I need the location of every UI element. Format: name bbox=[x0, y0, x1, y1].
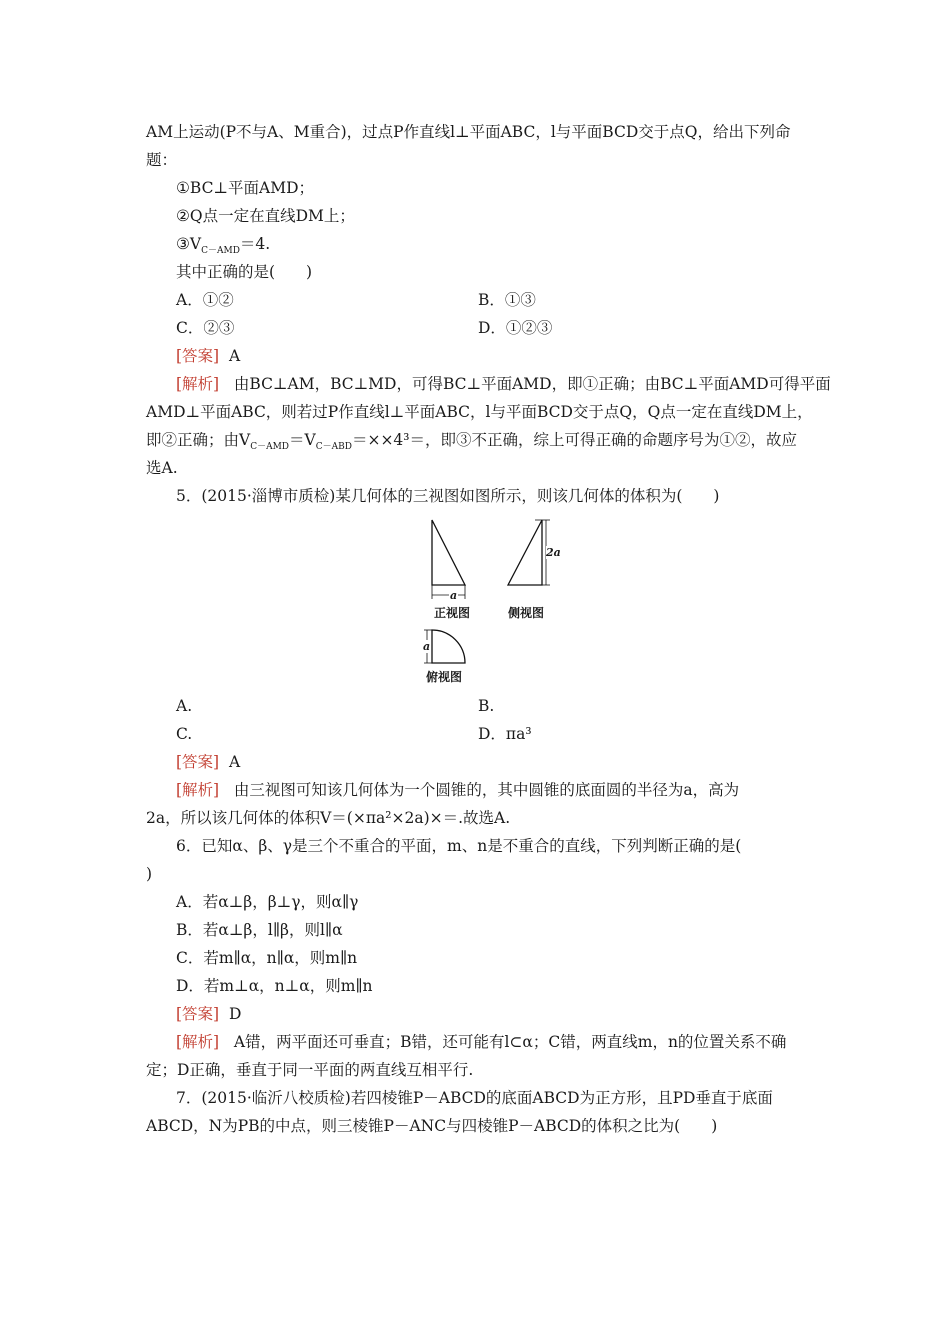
q6-stem-line2: ) bbox=[146, 865, 153, 883]
q4-analysis-line2: AMD⊥平面ABC，则若过P作直线l⊥平面ABC，l与平面BCD交于点Q，Q点一定在直线DM上， bbox=[146, 403, 813, 421]
q5-analysis-line2: 2a，所以该几何体的体积V＝(×πa²×2a)×＝.故选A. bbox=[146, 809, 511, 827]
front-dim-label: a bbox=[450, 589, 458, 602]
q6-analysis-text: A错，两平面还可垂直；B错，还可能有l⊂α；C错，两直线m，n的位置关系不确 bbox=[233, 1033, 787, 1051]
q4-option-b: B．①③ bbox=[478, 291, 536, 309]
side-view-triangle bbox=[508, 520, 542, 585]
q5-option-d: D．πa³ bbox=[478, 725, 532, 743]
q5-option-a: A. bbox=[176, 697, 193, 715]
q4-a3-sub1: C－AMD bbox=[250, 442, 290, 453]
q6-analysis-tag: [解析] bbox=[176, 1033, 220, 1051]
q4-analysis-line4: 选A. bbox=[146, 459, 178, 477]
q4-s3-end: ＝4. bbox=[239, 235, 271, 253]
q5-analysis-line1 bbox=[176, 780, 739, 800]
top-dim-label: a bbox=[423, 640, 431, 653]
q4-analysis-line1 bbox=[176, 374, 831, 394]
q4-analysis-line3 bbox=[146, 430, 797, 457]
q5-stem: 5．(2015·淄博市质检)某几何体的三视图如图所示，则该几何体的体积为( ) bbox=[176, 487, 720, 505]
q6-stem-line1: 6．已知α、β、γ是三个不重合的平面，m、n是不重合的直线，下列判断正确的是( bbox=[176, 837, 742, 855]
q4-a3-sub2: C－ABD bbox=[315, 442, 352, 453]
q5-answer-value: A bbox=[228, 753, 241, 771]
top-view-quarter-circle bbox=[432, 630, 465, 663]
q4-prompt: 其中正确的是( ) bbox=[176, 263, 313, 281]
q4-answer-value: A bbox=[228, 347, 241, 365]
three-view-figure bbox=[420, 515, 560, 685]
q6-answer bbox=[176, 1004, 241, 1024]
q5-answer bbox=[176, 752, 240, 772]
q4-option-c: C．②③ bbox=[176, 319, 235, 337]
q7-stem-line1: 7．(2015·临沂八校质检)若四棱锥P－ABCD的底面ABCD为正方形，且PD垂直于底面 bbox=[176, 1089, 773, 1107]
q4-s3-sub: C－AMD bbox=[201, 246, 240, 257]
q4-option-a: A．①② bbox=[176, 291, 234, 309]
front-view-triangle bbox=[432, 520, 465, 585]
q6-option-c: C．若m∥α，n∥α，则m∥n bbox=[176, 949, 358, 967]
q4-a3-mid: ＝V bbox=[289, 431, 316, 449]
side-view-caption: 侧视图 bbox=[508, 606, 545, 620]
q4-s3-text: ③V bbox=[176, 235, 202, 253]
q4-statement-3 bbox=[176, 234, 270, 261]
q5-option-c: C. bbox=[176, 725, 193, 743]
top-view-caption: 俯视图 bbox=[426, 670, 463, 684]
q6-option-a: A．若α⊥β，β⊥γ，则α∥γ bbox=[176, 893, 359, 911]
q4-text-line1: AM上运动(P不与A、M重合)，过点P作直线l⊥平面ABC，l与平面BCD交于点Q，给出下列命 bbox=[146, 123, 791, 141]
q4-statement-1: ①BC⊥平面AMD； bbox=[176, 179, 315, 197]
q4-answer bbox=[176, 346, 240, 366]
q6-answer-value: D bbox=[228, 1005, 242, 1023]
q4-analysis-text: 由BC⊥AM，BC⊥MD，可得BC⊥平面AMD，即①正确；由BC⊥平面AMD可得平面 bbox=[233, 375, 831, 393]
q5-analysis-text: 由三视图可知该几何体为一个圆锥的，其中圆锥的底面圆的半径为a，高为 bbox=[233, 781, 740, 799]
q6-option-b: B．若α⊥β，l∥β，则l∥α bbox=[176, 921, 343, 939]
q5-option-b: B. bbox=[478, 697, 495, 715]
q4-text-line2: 题： bbox=[146, 151, 178, 169]
q6-answer-tag: [答案] bbox=[176, 1005, 220, 1023]
front-view-caption: 正视图 bbox=[434, 606, 471, 620]
q5-answer-tag: [答案] bbox=[176, 753, 220, 771]
side-dim-label: 2a bbox=[546, 546, 561, 559]
q4-answer-tag: [答案] bbox=[176, 347, 220, 365]
q6-option-d: D．若m⊥α，n⊥α，则m∥n bbox=[176, 977, 373, 995]
q6-analysis-line2: 定；D正确，垂直于同一平面的两直线互相平行. bbox=[146, 1061, 474, 1079]
q7-stem-line2: ABCD，N为PB的中点，则三棱锥P－ANC与四棱锥P－ABCD的体积之比为( ) bbox=[146, 1117, 718, 1135]
q4-a3-end: ＝××4³＝，即③不正确，综上可得正确的命题序号为①②，故应 bbox=[351, 431, 798, 449]
q5-analysis-tag: [解析] bbox=[176, 781, 220, 799]
q4-option-d: D．①②③ bbox=[478, 319, 553, 337]
q4-a3-pre: 即②正确；由V bbox=[146, 431, 251, 449]
q6-analysis-line1 bbox=[176, 1032, 786, 1052]
q4-analysis-tag: [解析] bbox=[176, 375, 220, 393]
q4-statement-2: ②Q点一定在直线DM上； bbox=[176, 207, 355, 225]
